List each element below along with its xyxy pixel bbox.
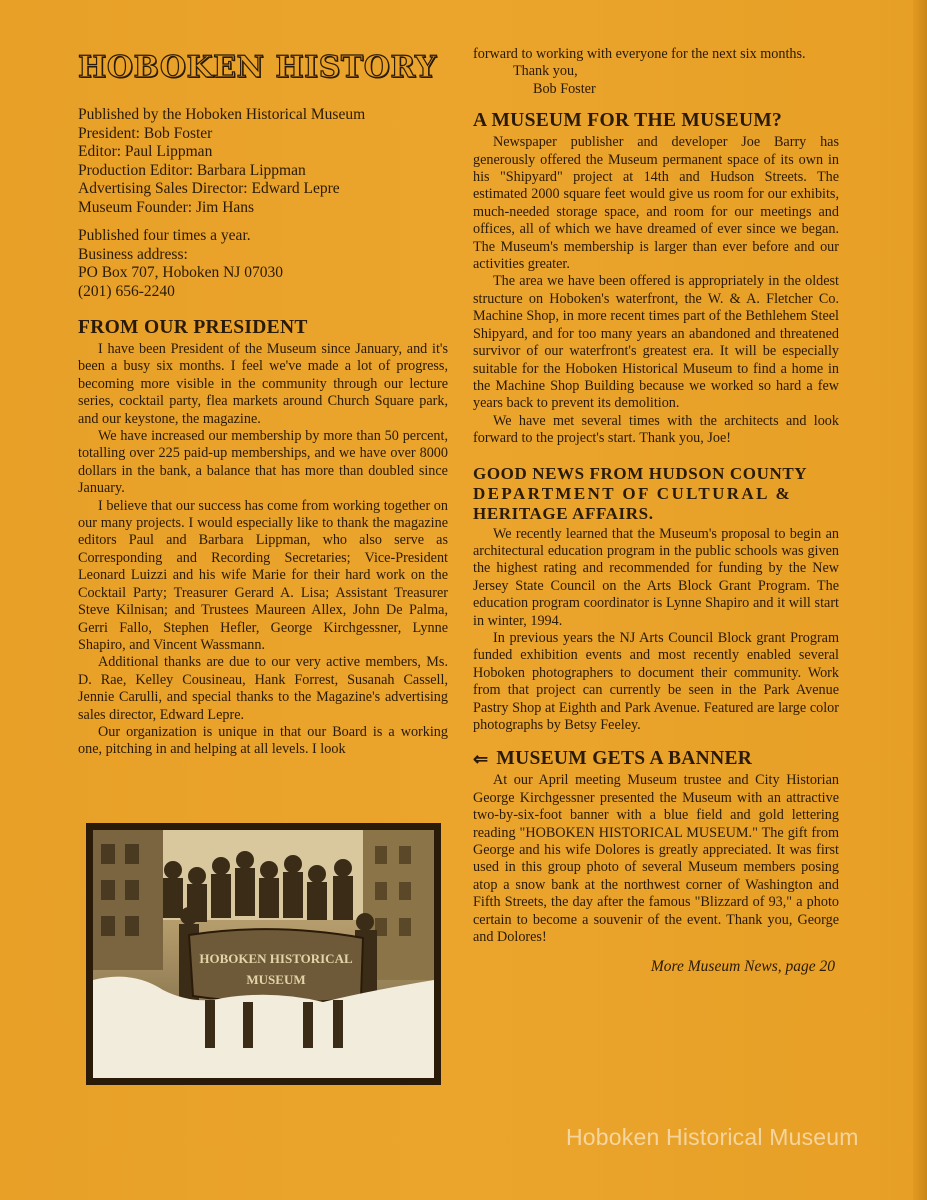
credit-line: Editor: Paul Lippman <box>78 143 213 160</box>
watermark: Hoboken Historical Museum <box>566 1124 859 1150</box>
president-continuation <box>473 46 839 98</box>
section-heading: FROM OUR PRESIDENT <box>78 317 308 338</box>
section-heading: A MUSEUM FOR THE MUSEUM? <box>473 110 783 132</box>
paragraph: At our April meeting Museum trustee and City Historian George Kirchgessner presented the Museum with an attractive two-by-six-foot banner with a blue field and gold lettering reading "HOBOKEN HISTORICAL MUSEUM." The gift from George and his wife Dolores is greatly appreciated. It was first used in this group photo of several Museum members posing atop a snow bank at the northwest corner of Washington and Fifth Streets, the day after the famous "Blizzard of 93," a photo certain to become a souvenir of the event. Thank you, George and Dolores! <box>473 772 839 946</box>
heading-line: DEPARTMENT OF CULTURAL & <box>473 483 793 503</box>
goodnews-section <box>473 464 839 735</box>
paragraph: We recently learned that the Museum's proposal to begin an architectural education program in the public schools was given the highest rating and recommended for funding by the New Jersey State Council on the Arts Block Grant Program. The education program coordinator is Lynne Shapiro and it will start in winter, 1994. <box>473 525 839 629</box>
photo-banner-text-2: MUSEUM <box>246 972 306 987</box>
photo-illustration <box>93 830 434 1078</box>
group-photo <box>93 830 434 1078</box>
right-column <box>473 46 839 976</box>
paragraph: Newspaper publisher and developer Joe Barry has generously offered the Museum permanent space of its own in his "Shipyard" project at 14th and Hudson Streets. The estimated 2000 square feet would give us room for our exhibits, much-needed storage space, and room for our meetings and offices, all of which we have dreamed of ever since we began. The Museum's membership is larger than ever before and our activities greater. <box>473 134 839 273</box>
credit-line: Advertising Sales Director: Edward Lepre <box>78 180 340 197</box>
more-news-link: More Museum News, page 20 <box>650 958 835 976</box>
pubinfo-line: Published four times a year. <box>78 227 251 244</box>
paragraph: I have been President of the Museum since January, and it's been a busy six months. I feel we've made a lot of progress, becoming more visible in the community through our lecture series, cocktail party, flea markets around Church Square park, and our keystone, the magazine. <box>78 341 448 427</box>
masthead: HOBOKEN HISTORY <box>78 50 437 85</box>
page-edge <box>913 0 927 1200</box>
photo-banner-text-1: HOBOKEN HISTORICAL <box>199 951 353 966</box>
signoff: Thank you, <box>513 63 578 80</box>
paragraph-continued: forward to working with everyone for the next six months. <box>473 46 806 62</box>
credit-line: Published by the Hoboken Historical Museum <box>78 106 366 123</box>
credit-line: President: Bob Foster <box>78 124 213 142</box>
museum-section <box>473 110 839 447</box>
section-heading <box>473 748 839 770</box>
heading-text: MUSEUM GETS A BANNER <box>496 748 753 770</box>
pubinfo-line: PO Box 707, Hoboken NJ 07030 <box>78 264 283 281</box>
left-column <box>78 50 448 759</box>
paragraph: Our organization is unique in that our Board is a working one, pitching in and helping at all levels. I look <box>78 723 448 758</box>
pubinfo-line: (201) 656-2240 <box>78 282 175 300</box>
section-heading <box>473 464 839 524</box>
heading-line: HERITAGE AFFAIRS. <box>473 503 654 523</box>
paragraph: We have met several times with the architects and look forward to the project's start. Thank you, Joe! <box>473 412 839 447</box>
paragraph: Additional thanks are due to our very active members, Ms. D. Rae, Kelley Cousineau, Hank Forrest, Susanah Cassell, Jennie Carulli, and special thanks to the Magazine's advertising sales director, Edward Lepre. <box>78 654 448 723</box>
heading-line: GOOD NEWS FROM HUDSON COUNTY <box>473 463 808 483</box>
group-photo-frame <box>86 823 441 1085</box>
pubinfo-line: Business address: <box>78 245 188 263</box>
paragraph: In previous years the NJ Arts Council Block grant Program funded exhibition events and most recently enabled several Hoboken photographers to document their community. Work from that project can currently be seen in the Park Avenue Pastry Shop at Eighth and Park Avenue. Featured are large color photographs by Betsy Feeley. <box>473 629 839 733</box>
banner-section <box>473 748 839 946</box>
credit-line: Production Editor: Barbara Lippman <box>78 161 306 179</box>
president-section <box>78 317 448 759</box>
paragraph: We have increased our membership by more than 50 percent, totalling over 225 paid-up memberships, and we have over 8000 dollars in the bank, a balance that has more than doubled since January. <box>78 428 448 497</box>
paragraph: The area we have been offered is appropriately in the oldest structure on Hoboken's waterfront, the W. & A. Fletcher Co. Machine Shop, in more recent times part of the Bethlehem Steel Shipyard, and for too many years an abandoned and threatened survivor of our waterfront's greatest era. It will be especially suitable for the Hoboken Historical Museum to find a home in the Machine Shop Building because we worked so hard a few years back to prevent its demolition. <box>473 273 839 412</box>
signature: Bob Foster <box>533 80 596 97</box>
left-arrow-icon: ⇐ <box>473 749 489 770</box>
paragraph: I believe that our success has come from working together on our many projects. I would especially like to thank the magazine editors Paul and Barbara Lippman, who also serve as Corresponding and Recording Secretaries; Vice-President Leonard Luizzi and his wife Marie for their hard work on the Cocktail Party; Treasurer Gerard A. Lisa; Assistant Treasurer Steve Kilnisan; and Trustees Maureen Allex, John De Palma, Gerri Fallo, Stephen Hefler, George Kirchgessner, Lynne Shapiro, and Vincent Wassmann. <box>78 497 448 653</box>
credit-line: Museum Founder: Jim Hans <box>78 198 255 216</box>
credits-block <box>78 106 448 217</box>
publication-info <box>78 227 448 301</box>
